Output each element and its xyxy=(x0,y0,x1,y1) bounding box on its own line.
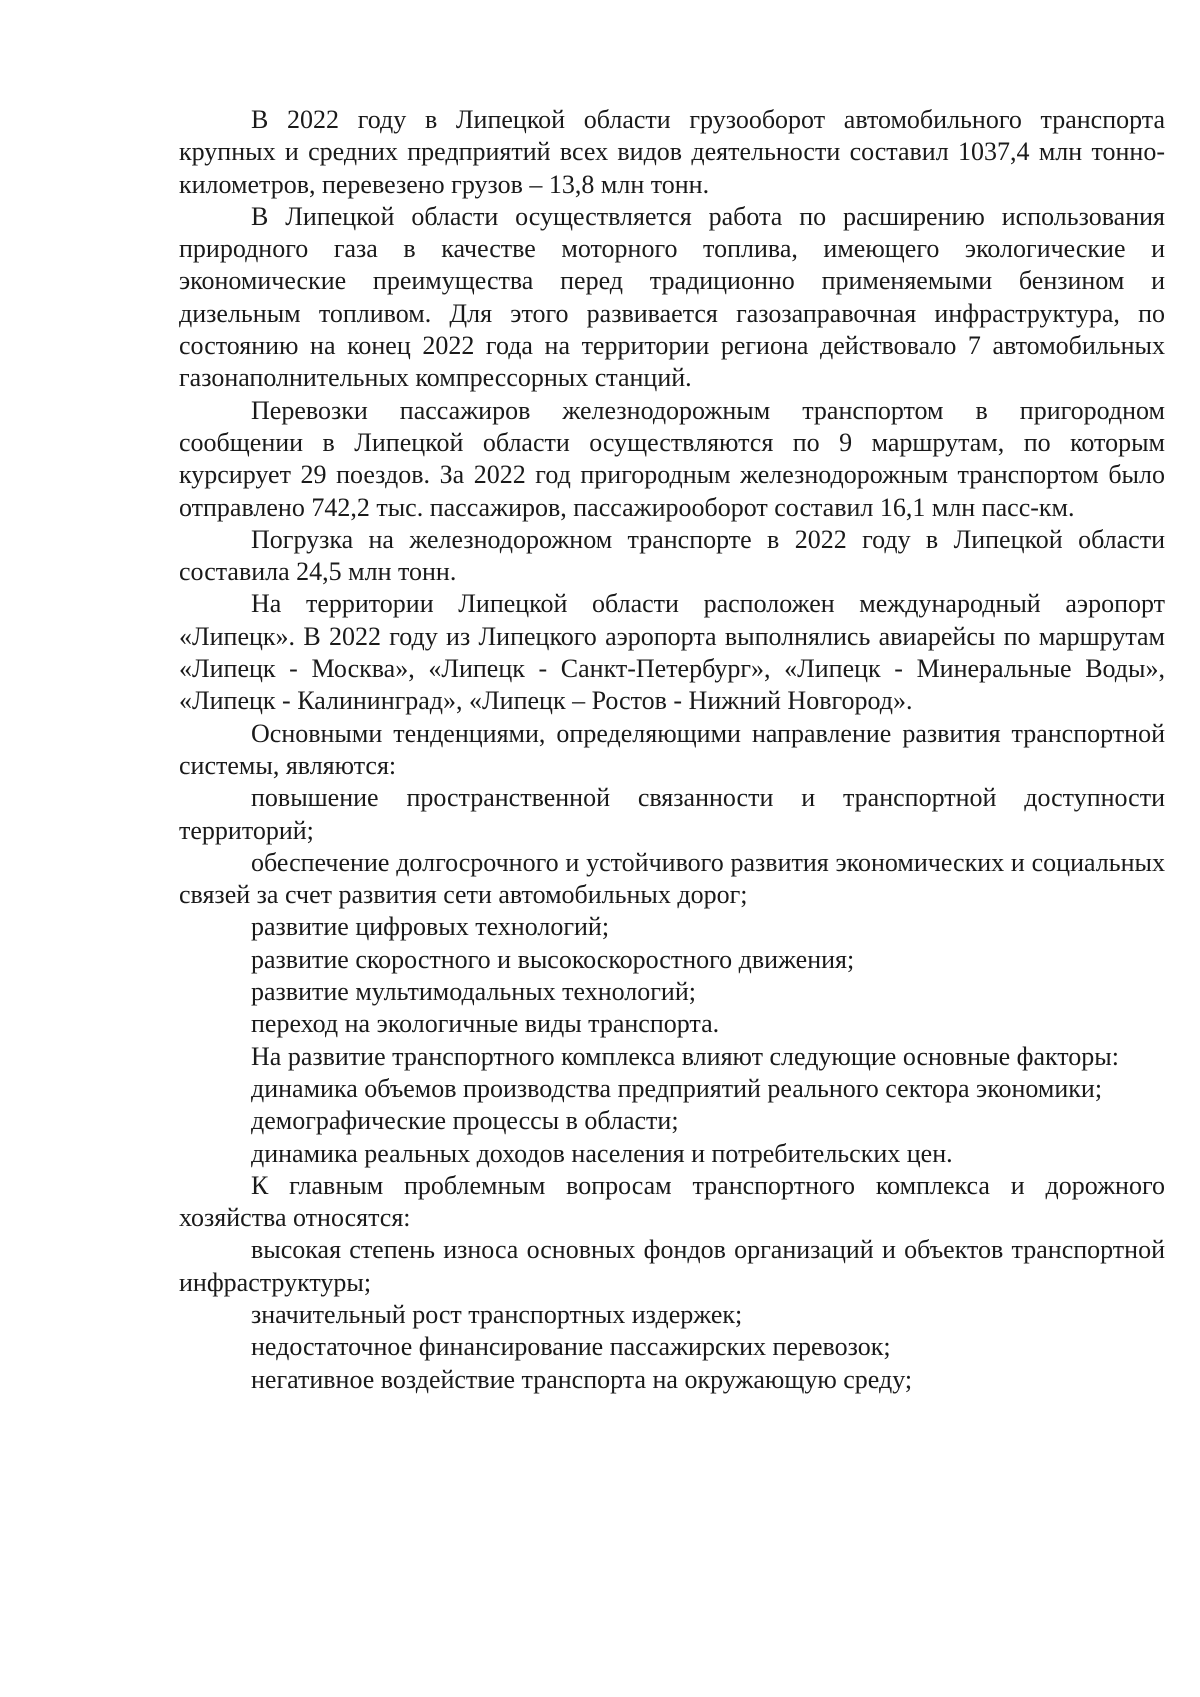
list-item-problem: негативное воздействие транспорта на окружающую среду; xyxy=(251,1364,913,1394)
list-item-factor: динамика объемов производства предприятий реального сектора экономики; xyxy=(251,1073,1103,1103)
list-item-trend: переход на экологичные виды транспорта. xyxy=(251,1009,720,1039)
paragraph-rail-loading: Погрузка на железнодорожном транспорте в 2022 году в Липецкой области составила 24,5 млн тонн. xyxy=(179,524,1165,587)
list-item-trend: развитие цифровых технологий; xyxy=(251,912,610,942)
paragraph-freight-turnover: В 2022 году в Липецкой области грузооборот автомобильного транспорта крупных и средних предприятий всех видов деятельности составил 1037,4 млн тонно-километров, перевезено грузов – 13,8 млн тонн. xyxy=(179,105,1165,199)
list-item-problem: недостаточное финансирование пассажирских перевозок; xyxy=(251,1332,891,1362)
list-item-trend: повышение пространственной связанности и транспортной доступности территорий; xyxy=(179,783,1165,845)
paragraph-problems-intro: К главным проблемным вопросам транспортного комплекса и дорожного хозяйства относятся: xyxy=(179,1170,1165,1233)
paragraph-airport: На территории Липецкой области расположен международный аэропорт «Липецк». В 2022 году из Липецкого аэропорта выполнялись авиарейсы по маршрутам «Липецк - Москва», «Липецк - Санкт-Петербург», «Липецк - Минеральные Воды», «Липецк - Калининград», «Липецк – Ростов - Нижний Новгород». xyxy=(179,589,1165,716)
list-item-problem: значительный рост транспортных издержек; xyxy=(251,1299,743,1329)
paragraph-natural-gas-fuel: В Липецкой области осуществляется работа по расширению использования природного газа в качестве моторного топлива, имеющего экологические и экономические преимущества перед традиционно применяемыми бензином и дизельным топливом. Для этого развивается газозаправочная инфраструктура, по состоянию на конец 2022 года на территории региона действовало 7 автомобильных газонаполнительных компрессорных станций. xyxy=(179,201,1165,393)
list-item-factor: демографические процессы в области; xyxy=(251,1106,679,1136)
list-item-trend: развитие мультимодальных технологий; xyxy=(251,977,696,1007)
list-item-trend: обеспечение долгосрочного и устойчивого развития экономических и социальных связей за счет развития сети автомобильных дорог; xyxy=(179,847,1165,910)
list-item-problem: высокая степень износа основных фондов организаций и объектов транспортной инфраструктуры; xyxy=(179,1235,1165,1297)
paragraph-trends-intro: Основными тенденциями, определяющими направление развития транспортной системы, являются: xyxy=(179,718,1165,780)
document-body xyxy=(179,104,1165,1396)
list-item-trend: развитие скоростного и высокоскоростного движения; xyxy=(251,944,855,974)
paragraph-factors-intro: На развитие транспортного комплекса влияют следующие основные факторы: xyxy=(251,1041,1120,1071)
list-item-factor: динамика реальных доходов населения и потребительских цен. xyxy=(251,1138,953,1168)
paragraph-suburban-rail: Перевозки пассажиров железнодорожным транспортом в пригородном сообщении в Липецкой области осуществляются по 9 маршрутам, по которым курсирует 29 поездов. За 2022 год пригородным железнодорожным транспортом было отправлено 742,2 тыс. пассажиров, пассажирооборот составил 16,1 млн пасс-км. xyxy=(179,395,1165,522)
